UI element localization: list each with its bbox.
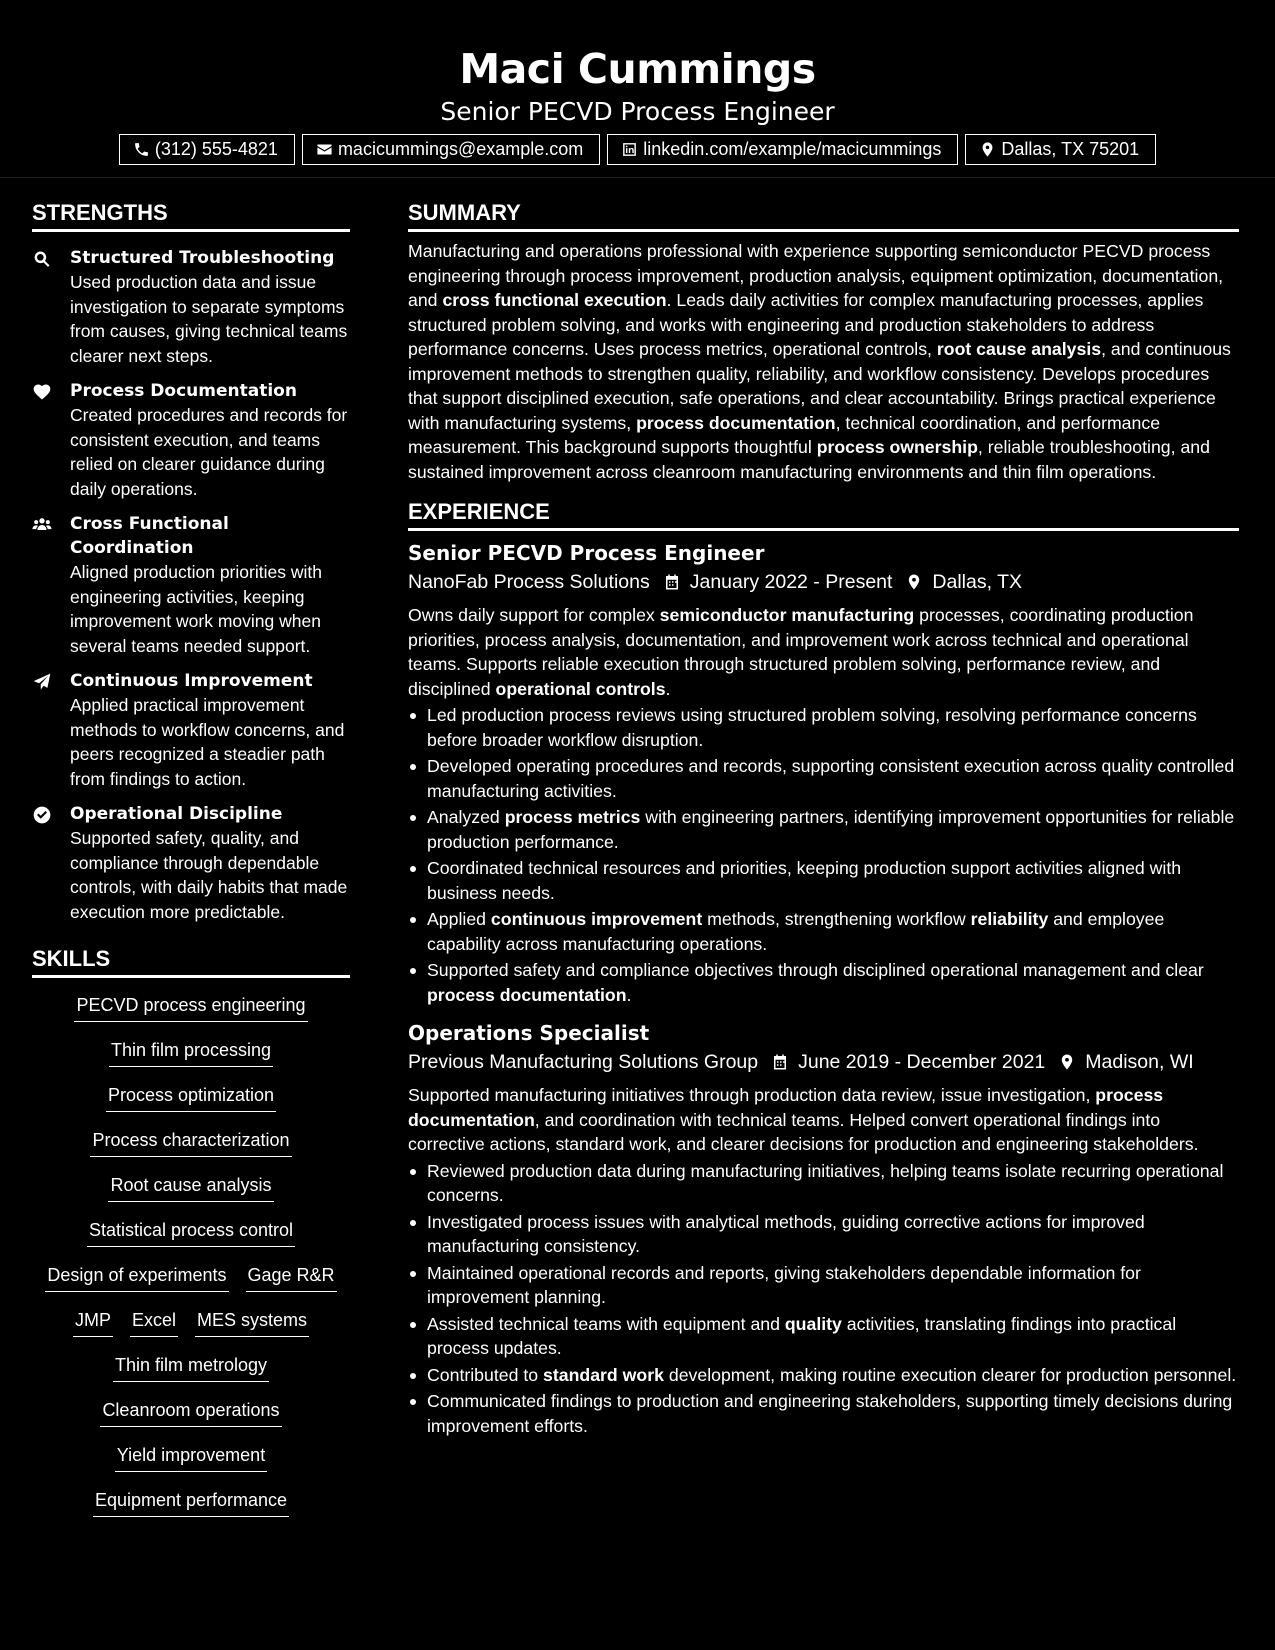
bullet-item: Supported safety and compliance objectives through disciplined operational management and clear process documentation. <box>408 958 1239 1007</box>
calendar-icon <box>771 1053 789 1071</box>
skill-row <box>115 1442 267 1487</box>
map-pin-icon <box>1058 1053 1076 1071</box>
skill-tag: Design of experiments <box>45 1262 228 1292</box>
job-meta <box>408 1047 1239 1077</box>
bullet-item: Investigated process issues with analytical methods, guiding corrective actions for improved manufacturing consistency. <box>408 1210 1239 1259</box>
check-circle-icon <box>32 805 52 825</box>
job-bullets <box>408 1159 1239 1439</box>
resume-header <box>0 0 1275 178</box>
emphasis: process documentation <box>408 1085 1164 1130</box>
emphasis: process ownership <box>816 437 978 457</box>
job-company: NanoFab Process Solutions <box>408 571 650 593</box>
job-title: Senior PECVD Process Engineer <box>408 541 765 565</box>
heart-icon <box>32 382 52 402</box>
job-description: Supported manufacturing initiatives through production data review, issue investigation, process documentation, and coordination with technical teams. Helped convert operational findings into corrective actions, standard work, and clearer decisions for production and engineering stakeholders. <box>408 1085 1199 1154</box>
contact-linkedin-text: linkedin.com/example/macicummings <box>643 139 942 159</box>
strengths-heading: STRENGTHS <box>32 199 350 232</box>
strength-item <box>32 246 350 368</box>
emphasis: standard work <box>543 1364 664 1385</box>
skill-tag: Statistical process control <box>87 1217 295 1247</box>
job-description: Owns daily support for complex semiconductor manufacturing processes, coordinating production priorities, process analysis, documentation, and improvement work across technical and operational teams. Supports reliable execution through structured problem solving, performance review, and disciplined operational controls. <box>408 605 1194 699</box>
bullet-item: Developed operating procedures and records, supporting consistent execution across quality controlled manufacturing activities. <box>408 754 1239 803</box>
emphasis: process metrics <box>504 807 641 827</box>
bullet-item: Coordinated technical resources and priorities, keeping production support activities aligned with business needs. <box>408 856 1239 905</box>
skill-row <box>73 1307 309 1352</box>
strength-title: Operational Discipline <box>70 804 283 824</box>
emphasis: continuous improvement <box>490 909 703 929</box>
bullet-item: Led production process reviews using structured problem solving, resolving performance concerns before broader workflow disruption. <box>408 703 1239 752</box>
contact-bar <box>0 134 1275 165</box>
skill-tag: Root cause analysis <box>108 1172 273 1202</box>
job-dates: January 2022 - Present <box>689 571 893 593</box>
strength-title: Cross Functional Coordination <box>70 514 229 558</box>
map-pin-icon <box>979 141 996 158</box>
skills-heading: SKILLS <box>32 945 350 978</box>
calendar-icon <box>663 573 681 591</box>
strength-title: Structured Troubleshooting <box>70 248 335 268</box>
paper-plane-icon <box>32 672 52 692</box>
emphasis: operational controls <box>495 678 666 699</box>
right-column <box>408 199 1239 1440</box>
job-bullets <box>408 703 1239 1007</box>
skill-row <box>93 1487 289 1532</box>
skill-row <box>87 1217 295 1262</box>
skill-tag: Cleanroom operations <box>100 1397 281 1427</box>
candidate-name: Maci Cummings <box>459 45 816 93</box>
job-entry <box>408 539 1239 1007</box>
contact-email[interactable] <box>302 134 600 165</box>
bullet-item: Contributed to standard work development, making routine execution clearer for production personnel. <box>408 1363 1239 1388</box>
strength-item <box>32 802 350 924</box>
search-icon <box>32 249 52 269</box>
skill-tag: Process characterization <box>90 1127 291 1157</box>
skill-row <box>45 1262 336 1307</box>
summary-heading: SUMMARY <box>408 199 1239 232</box>
map-pin-icon <box>905 573 923 591</box>
skill-row <box>90 1127 291 1172</box>
bullet-item: Analyzed process metrics with engineering partners, identifying improvement opportunities for reliable production performance. <box>408 805 1239 854</box>
skill-tag: Equipment performance <box>93 1487 289 1517</box>
skill-tag: Thin film processing <box>109 1037 273 1067</box>
skill-row <box>74 992 307 1037</box>
bullet-item: Applied continuous improvement methods, strengthening workflow reliability and employee capability across manufacturing operations. <box>408 907 1239 956</box>
strength-title: Process Documentation <box>70 381 297 401</box>
contact-location[interactable] <box>965 134 1156 165</box>
summary-text: Manufacturing and operations professional with experience supporting semiconductor PECVD process engineering through process improvement, production analysis, equipment optimization, documentation, and cross functional execution. Leads daily activities for complex manufacturing processes, applies structured problem solving, and works with engineering and production stakeholders to address performance concerns. Uses process metrics, operational controls, root cause analysis, and continuous improvement methods to strengthen quality, reliability, and workflow consistency. Develops procedures that support disciplined execution, safe operations, and clear accountability. Brings practical experience with manufacturing systems, process documentation, technical coordination, and performance measurement. This background supports thoughtful process ownership, reliable troubleshooting, and sustained improvement across cleanroom manufacturing environments and thin film operations. <box>408 241 1231 482</box>
contact-location-text: Dallas, TX 75201 <box>1001 139 1140 159</box>
bullet-item: Communicated findings to production and engineering stakeholders, supporting timely decisions during improvement efforts. <box>408 1389 1239 1438</box>
skill-row <box>106 1082 276 1127</box>
skill-tag: Excel <box>130 1307 178 1337</box>
users-icon <box>32 515 52 535</box>
job-meta <box>408 567 1239 597</box>
skill-tag: Gage R&R <box>246 1262 337 1292</box>
strength-desc: Aligned production priorities with engineering activities, keeping improvement work moving when several teams needed support. <box>70 562 322 656</box>
experience-heading: EXPERIENCE <box>408 498 1239 531</box>
linkedin-icon <box>621 141 638 158</box>
left-column <box>32 199 350 1532</box>
emphasis: reliability <box>970 909 1049 929</box>
skill-row <box>109 1037 273 1082</box>
contact-phone-text: (312) 555-4821 <box>154 139 278 159</box>
job-company: Previous Manufacturing Solutions Group <box>408 1051 759 1073</box>
bullet-item: Maintained operational records and reports, giving stakeholders dependable information for improvement planning. <box>408 1261 1239 1310</box>
bullet-item: Reviewed production data during manufacturing initiatives, helping teams isolate recurring operational concerns. <box>408 1159 1239 1208</box>
strength-item <box>32 669 350 791</box>
contact-email-text: macicummings@example.com <box>337 139 584 159</box>
bullet-item: Assisted technical teams with equipment and quality activities, translating findings into practical process updates. <box>408 1312 1239 1361</box>
job-location: Madison, WI <box>1085 1051 1194 1073</box>
job-location: Dallas, TX <box>932 571 1023 593</box>
skill-tag: Process optimization <box>106 1082 276 1112</box>
emphasis: process documentation <box>427 984 627 1005</box>
job-title: Operations Specialist <box>408 1021 650 1045</box>
strength-desc: Used production data and issue investigation to separate symptoms from causes, giving technical teams clearer next steps. <box>70 272 348 366</box>
skills-list <box>32 978 350 1532</box>
skill-tag: MES systems <box>195 1307 309 1337</box>
job-dates: June 2019 - December 2021 <box>798 1051 1046 1073</box>
emphasis: semiconductor manufacturing <box>659 605 915 625</box>
strength-desc: Applied practical improvement methods to workflow concerns, and peers recognized a steadier path from findings to action. <box>70 695 345 789</box>
skill-tag: Thin film metrology <box>113 1352 269 1382</box>
strength-desc: Created procedures and records for consistent execution, and teams relied on clearer guidance during daily operations. <box>70 405 348 499</box>
envelope-icon <box>316 141 333 158</box>
strengths-list <box>32 232 350 924</box>
strength-item <box>32 512 350 658</box>
candidate-title: Senior PECVD Process Engineer <box>440 97 835 126</box>
contact-phone[interactable] <box>119 134 295 165</box>
strength-item <box>32 379 350 501</box>
emphasis: cross functional execution <box>442 290 667 310</box>
skill-tag: JMP <box>73 1307 113 1337</box>
skill-row <box>113 1352 269 1397</box>
strength-title: Continuous Improvement <box>70 671 313 691</box>
phone-icon <box>133 141 150 158</box>
job-entry <box>408 1019 1239 1438</box>
skill-row <box>100 1397 281 1442</box>
emphasis: root cause analysis <box>936 339 1102 359</box>
skill-tag: PECVD process engineering <box>74 992 307 1022</box>
contact-linkedin[interactable] <box>607 134 958 165</box>
strength-desc: Supported safety, quality, and compliance through dependable controls, with daily habits that made execution more predictable. <box>70 828 348 922</box>
emphasis: quality <box>784 1313 842 1334</box>
emphasis: process documentation <box>636 412 836 433</box>
skill-row <box>108 1172 273 1217</box>
skill-tag: Yield improvement <box>115 1442 267 1472</box>
